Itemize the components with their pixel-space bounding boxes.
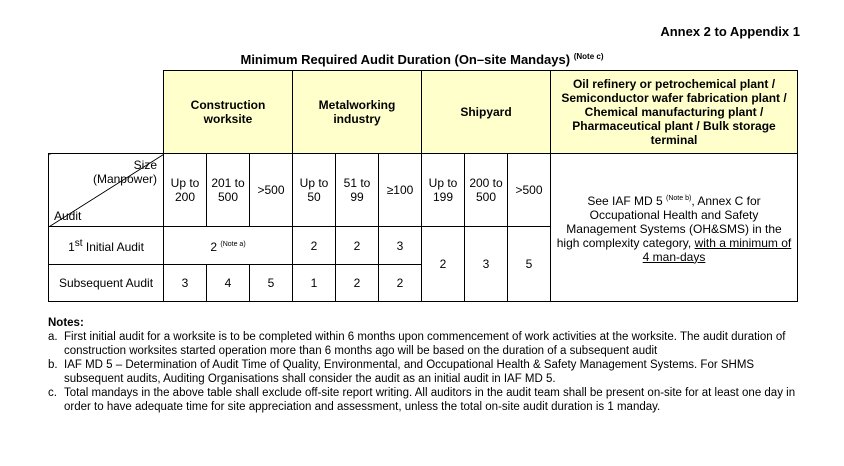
note-b-letter: b. (48, 359, 58, 371)
corner-blank (49, 71, 164, 154)
oil-note-pre: See IAF MD 5 (587, 193, 663, 208)
shipyard-value-1: 2 (422, 227, 465, 302)
size-metal-3: ≥100 (379, 154, 422, 227)
header-oil-refinery: Oil refinery or petrochemical plant / Semiconductor wafer fabrication plant / Chemical manufacturing plant / Pharmaceutical plant / Bulk storage terminal (551, 71, 798, 154)
title-note: (Note c) (573, 52, 604, 61)
note-c (48, 386, 808, 414)
size-audit-corner (49, 154, 164, 227)
initial-rest: Initial Audit (82, 240, 144, 254)
initial-metal-2: 2 (336, 227, 379, 265)
initial-num: 1 (68, 240, 75, 254)
subsequent-metal-1: 1 (293, 265, 336, 302)
notes-section (48, 316, 808, 414)
initial-metal-3: 3 (379, 227, 422, 265)
size-label (93, 158, 157, 186)
initial-construction-value: 2 (210, 239, 218, 254)
audit-label: Audit (54, 209, 82, 223)
size-construction-1: Up to 200 (164, 154, 207, 227)
notes-heading: Notes: (48, 317, 84, 329)
note-a (48, 330, 808, 358)
title-text: Minimum Required Audit Duration (On–site Mandays) (240, 52, 571, 67)
header-metalworking: Metalworking industry (293, 71, 422, 154)
note-b (48, 358, 808, 386)
note-b-text: IAF MD 5 – Determination of Audit Time of Quality, Environmental, and Occupational Health & Safety Management Systems. For SHMS subsequent audits, Auditing Organisations shall consider the audit as an initial audit in IAF MD 5. (64, 359, 755, 385)
size-metal-1: Up to 50 (293, 154, 336, 227)
subsequent-construction-3: 5 (250, 265, 293, 302)
note-a-text: First initial audit for a worksite is to be completed within 6 months upon commencement of work activities at the worksite. The audit duration of construction worksites started operation more than 6 months ago will be based on the duration of a subsequent audit (64, 331, 786, 357)
size-construction-3: >500 (250, 154, 293, 227)
note-c-text: Total mandays in the above table shall exclude off-site report writing. All auditors in the audit team shall be present on-site for at least one day in order to have adequate time for site appreciation and assessment, unless the total on-site audit duration is 1 manday. (64, 387, 796, 413)
initial-metal-1: 2 (293, 227, 336, 265)
shipyard-value-2: 3 (465, 227, 508, 302)
oil-note-mid: , Annex C for Occupational Health and Safety Management Systems (OH&SMS) in the high complexity category, (556, 193, 782, 250)
shipyard-value-3: 5 (508, 227, 551, 302)
subsequent-metal-3: 2 (379, 265, 422, 302)
row-label-subsequent: Subsequent Audit (49, 265, 164, 302)
audit-duration-table (48, 70, 798, 302)
initial-construction (164, 227, 293, 265)
header-shipyard: Shipyard (422, 71, 551, 154)
note-a-letter: a. (48, 331, 58, 343)
subsequent-construction-1: 3 (164, 265, 207, 302)
oil-note-sup: (Note b) (666, 194, 692, 202)
size-ship-2: 200 to 500 (465, 154, 508, 227)
note-c-letter: c. (48, 387, 57, 399)
subsequent-metal-2: 2 (336, 265, 379, 302)
size-ship-3: >500 (508, 154, 551, 227)
initial-sup: st (74, 238, 83, 249)
size-metal-2: 51 to 99 (336, 154, 379, 227)
manpower-text: (Manpower) (92, 172, 157, 186)
size-construction-2: 201 to 500 (207, 154, 250, 227)
header-construction: Construction worksite (164, 71, 293, 154)
oil-refinery-note (551, 154, 798, 302)
initial-construction-note: (Note a) (220, 240, 246, 248)
size-text: Size (133, 158, 157, 172)
subsequent-construction-2: 4 (207, 265, 250, 302)
row-label-initial (49, 227, 164, 265)
oil-note-minimum: with a minimum of 4 man-days (642, 235, 792, 264)
size-ship-1: Up to 199 (422, 154, 465, 227)
table-title (0, 52, 844, 67)
annex-label: Annex 2 to Appendix 1 (660, 24, 800, 39)
